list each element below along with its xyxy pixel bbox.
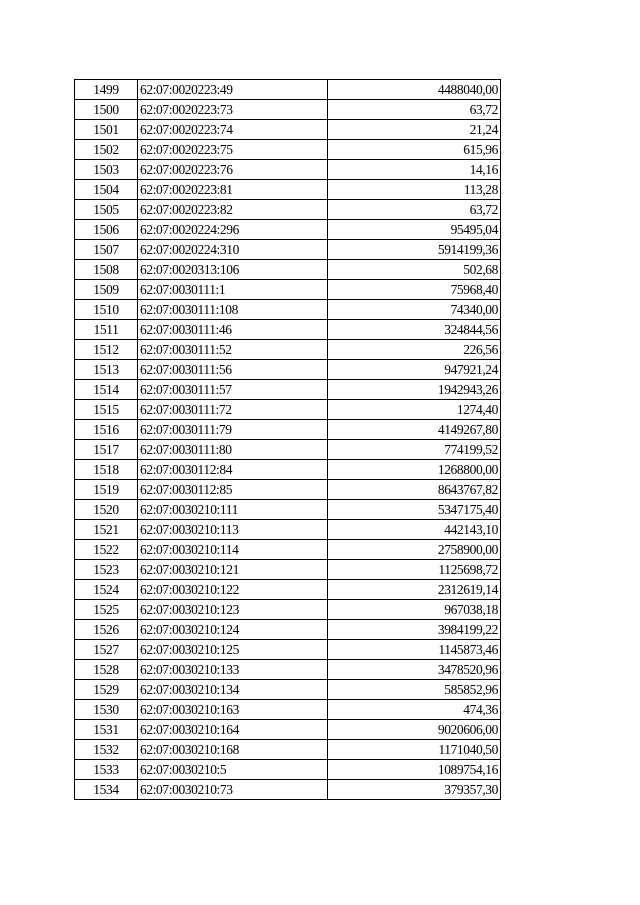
- cadastral-number-cell: 62:07:0030210:125: [138, 640, 328, 660]
- value-cell: 379357,30: [328, 780, 501, 800]
- table-row: [75, 220, 501, 240]
- value-cell: 1125698,72: [328, 560, 501, 580]
- table-row: [75, 740, 501, 760]
- cadastral-number-cell: 62:07:0030210:5: [138, 760, 328, 780]
- value-cell: 63,72: [328, 100, 501, 120]
- table-row: [75, 180, 501, 200]
- value-cell: 95495,04: [328, 220, 501, 240]
- row-number-cell: 1517: [75, 440, 138, 460]
- table-row: [75, 240, 501, 260]
- value-cell: 4149267,80: [328, 420, 501, 440]
- cadastral-number-cell: 62:07:0020223:74: [138, 120, 328, 140]
- cadastral-number-cell: 62:07:0020313:106: [138, 260, 328, 280]
- table-row: [75, 620, 501, 640]
- row-number-cell: 1525: [75, 600, 138, 620]
- table-row: [75, 80, 501, 100]
- value-cell: 3984199,22: [328, 620, 501, 640]
- row-number-cell: 1502: [75, 140, 138, 160]
- value-cell: 947921,24: [328, 360, 501, 380]
- cadastral-number-cell: 62:07:0030210:111: [138, 500, 328, 520]
- row-number-cell: 1521: [75, 520, 138, 540]
- value-cell: 1942943,26: [328, 380, 501, 400]
- table-row: [75, 140, 501, 160]
- table-row: [75, 720, 501, 740]
- table-row: [75, 300, 501, 320]
- table-row: [75, 160, 501, 180]
- cadastral-number-cell: 62:07:0030111:52: [138, 340, 328, 360]
- row-number-cell: 1499: [75, 80, 138, 100]
- value-cell: 1171040,50: [328, 740, 501, 760]
- table-row: [75, 680, 501, 700]
- table-row: [75, 320, 501, 340]
- cadastral-number-cell: 62:07:0020223:81: [138, 180, 328, 200]
- cadastral-number-cell: 62:07:0030111:57: [138, 380, 328, 400]
- table-row: [75, 480, 501, 500]
- row-number-cell: 1534: [75, 780, 138, 800]
- row-number-cell: 1506: [75, 220, 138, 240]
- cadastral-number-cell: 62:07:0030111:1: [138, 280, 328, 300]
- row-number-cell: 1528: [75, 660, 138, 680]
- table-row: [75, 340, 501, 360]
- value-cell: 474,36: [328, 700, 501, 720]
- row-number-cell: 1501: [75, 120, 138, 140]
- row-number-cell: 1520: [75, 500, 138, 520]
- row-number-cell: 1510: [75, 300, 138, 320]
- table-row: [75, 520, 501, 540]
- row-number-cell: 1503: [75, 160, 138, 180]
- table-row: [75, 400, 501, 420]
- cadastral-number-cell: 62:07:0020223:82: [138, 200, 328, 220]
- row-number-cell: 1512: [75, 340, 138, 360]
- row-number-cell: 1504: [75, 180, 138, 200]
- cadastral-number-cell: 62:07:0030111:46: [138, 320, 328, 340]
- table-row: [75, 260, 501, 280]
- row-number-cell: 1500: [75, 100, 138, 120]
- cadastral-number-cell: 62:07:0030112:84: [138, 460, 328, 480]
- value-cell: 3478520,96: [328, 660, 501, 680]
- row-number-cell: 1511: [75, 320, 138, 340]
- cadastral-number-cell: 62:07:0030111:80: [138, 440, 328, 460]
- value-cell: 1089754,16: [328, 760, 501, 780]
- row-number-cell: 1527: [75, 640, 138, 660]
- cadastral-number-cell: 62:07:0030210:163: [138, 700, 328, 720]
- row-number-cell: 1533: [75, 760, 138, 780]
- row-number-cell: 1507: [75, 240, 138, 260]
- table-row: [75, 640, 501, 660]
- cadastral-number-cell: 62:07:0030210:114: [138, 540, 328, 560]
- table-row: [75, 380, 501, 400]
- table-row: [75, 540, 501, 560]
- cadastral-number-cell: 62:07:0030210:124: [138, 620, 328, 640]
- cadastral-number-cell: 62:07:0020224:296: [138, 220, 328, 240]
- value-cell: 585852,96: [328, 680, 501, 700]
- cadastral-number-cell: 62:07:0020223:76: [138, 160, 328, 180]
- row-number-cell: 1509: [75, 280, 138, 300]
- value-cell: 74340,00: [328, 300, 501, 320]
- table-row: [75, 660, 501, 680]
- row-number-cell: 1518: [75, 460, 138, 480]
- row-number-cell: 1522: [75, 540, 138, 560]
- value-cell: 21,24: [328, 120, 501, 140]
- value-cell: 615,96: [328, 140, 501, 160]
- value-cell: 502,68: [328, 260, 501, 280]
- row-number-cell: 1519: [75, 480, 138, 500]
- cadastral-number-cell: 62:07:0030210:134: [138, 680, 328, 700]
- table-row: [75, 280, 501, 300]
- table-row: [75, 760, 501, 780]
- row-number-cell: 1530: [75, 700, 138, 720]
- value-cell: 774199,52: [328, 440, 501, 460]
- row-number-cell: 1524: [75, 580, 138, 600]
- table-row: [75, 420, 501, 440]
- value-cell: 9020606,00: [328, 720, 501, 740]
- cadastral-number-cell: 62:07:0020223:75: [138, 140, 328, 160]
- cadastral-number-cell: 62:07:0030112:85: [138, 480, 328, 500]
- value-cell: 8643767,82: [328, 480, 501, 500]
- table-row: [75, 200, 501, 220]
- cadastral-number-cell: 62:07:0030111:56: [138, 360, 328, 380]
- value-cell: 324844,56: [328, 320, 501, 340]
- row-number-cell: 1529: [75, 680, 138, 700]
- cadastral-number-cell: 62:07:0030210:168: [138, 740, 328, 760]
- value-cell: 63,72: [328, 200, 501, 220]
- table-row: [75, 580, 501, 600]
- cadastral-number-cell: 62:07:0030210:121: [138, 560, 328, 580]
- row-number-cell: 1513: [75, 360, 138, 380]
- table-row: [75, 600, 501, 620]
- table-row: [75, 100, 501, 120]
- value-cell: 4488040,00: [328, 80, 501, 100]
- row-number-cell: 1508: [75, 260, 138, 280]
- value-cell: 75968,40: [328, 280, 501, 300]
- cadastral-value-table: [74, 79, 501, 800]
- row-number-cell: 1523: [75, 560, 138, 580]
- cadastral-number-cell: 62:07:0030210:122: [138, 580, 328, 600]
- cadastral-number-cell: 62:07:0020223:73: [138, 100, 328, 120]
- value-cell: 14,16: [328, 160, 501, 180]
- cadastral-number-cell: 62:07:0030210:113: [138, 520, 328, 540]
- value-cell: 1268800,00: [328, 460, 501, 480]
- table-row: [75, 360, 501, 380]
- row-number-cell: 1505: [75, 200, 138, 220]
- row-number-cell: 1515: [75, 400, 138, 420]
- table-row: [75, 120, 501, 140]
- value-cell: 226,56: [328, 340, 501, 360]
- cadastral-number-cell: 62:07:0030111:108: [138, 300, 328, 320]
- table-row: [75, 700, 501, 720]
- cadastral-number-cell: 62:07:0030210:164: [138, 720, 328, 740]
- table-row: [75, 560, 501, 580]
- value-cell: 5914199,36: [328, 240, 501, 260]
- cadastral-number-cell: 62:07:0030210:133: [138, 660, 328, 680]
- row-number-cell: 1514: [75, 380, 138, 400]
- cadastral-number-cell: 62:07:0020224:310: [138, 240, 328, 260]
- cadastral-number-cell: 62:07:0030210:73: [138, 780, 328, 800]
- value-cell: 2758900,00: [328, 540, 501, 560]
- table-row: [75, 460, 501, 480]
- value-cell: 1145873,46: [328, 640, 501, 660]
- value-cell: 5347175,40: [328, 500, 501, 520]
- cadastral-number-cell: 62:07:0030111:72: [138, 400, 328, 420]
- row-number-cell: 1531: [75, 720, 138, 740]
- row-number-cell: 1532: [75, 740, 138, 760]
- value-cell: 442143,10: [328, 520, 501, 540]
- cadastral-number-cell: 62:07:0030210:123: [138, 600, 328, 620]
- cadastral-number-cell: 62:07:0020223:49: [138, 80, 328, 100]
- cadastral-number-cell: 62:07:0030111:79: [138, 420, 328, 440]
- table-row: [75, 500, 501, 520]
- row-number-cell: 1526: [75, 620, 138, 640]
- table-body: [75, 80, 501, 800]
- value-cell: 967038,18: [328, 600, 501, 620]
- value-cell: 2312619,14: [328, 580, 501, 600]
- table-row: [75, 440, 501, 460]
- table-row: [75, 780, 501, 800]
- value-cell: 1274,40: [328, 400, 501, 420]
- row-number-cell: 1516: [75, 420, 138, 440]
- value-cell: 113,28: [328, 180, 501, 200]
